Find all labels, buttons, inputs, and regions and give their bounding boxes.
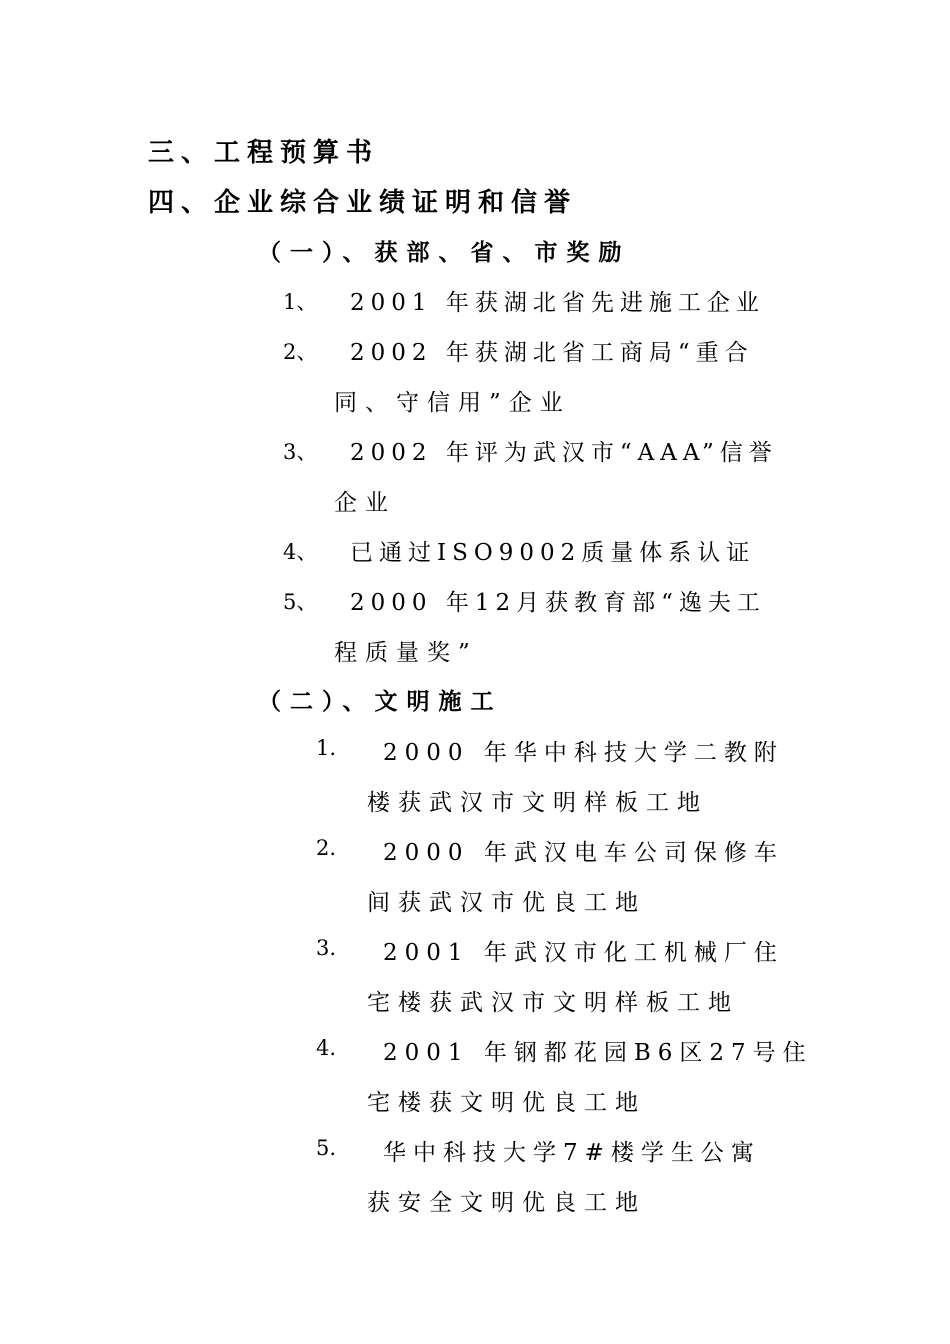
list-item-continuation: 宅楼获文明优良工地 bbox=[367, 1090, 646, 1116]
list-item-number: 2、 bbox=[283, 340, 318, 364]
list-item-number: 1、 bbox=[283, 290, 318, 314]
list-item-text: 2001 年武汉市化工机械厂住 bbox=[383, 940, 784, 966]
list-item-text: 2000 年武汉电车公司保修车 bbox=[383, 840, 784, 866]
list-item-text: 2001 年钢都花园B6区27号住 bbox=[383, 1040, 813, 1066]
list-item-continuation: 宅楼获武汉市文明样板工地 bbox=[367, 990, 739, 1016]
list-item-number: 3、 bbox=[283, 440, 318, 464]
list-item-number: 4. bbox=[316, 1036, 337, 1060]
list-item-number: 4、 bbox=[283, 540, 318, 564]
subsection-heading-civilized: （二）、文明施工 bbox=[258, 689, 503, 715]
list-item-number: 5. bbox=[316, 1136, 337, 1160]
list-item-text: 2002 年评为武汉市“AAA”信誉 bbox=[350, 440, 778, 466]
list-item-continuation: 获安全文明优良工地 bbox=[367, 1190, 646, 1216]
list-item-number: 2. bbox=[316, 836, 337, 860]
section-heading-budget: 三、工程预算书 bbox=[148, 138, 380, 168]
section-heading-performance: 四、企业综合业绩证明和信誉 bbox=[148, 188, 578, 218]
list-item-number: 5、 bbox=[283, 590, 318, 614]
list-item-text: 2002 年获湖北省工商局“重合 bbox=[350, 340, 754, 366]
list-item-text: 2000 年华中科技大学二教附 bbox=[383, 740, 784, 766]
list-item-number: 1. bbox=[316, 736, 337, 760]
list-item-continuation: 同、守信用”企业 bbox=[334, 390, 571, 416]
list-item-continuation: 企业 bbox=[334, 490, 396, 516]
list-item-number: 3. bbox=[316, 936, 337, 960]
subsection-heading-awards: （一）、获部、省、市奖励 bbox=[258, 240, 631, 266]
list-item-continuation: 楼获武汉市文明样板工地 bbox=[367, 790, 708, 816]
list-item-text: 2001 年获湖北省先进施工企业 bbox=[350, 290, 765, 316]
list-item-text: 华中科技大学7#楼学生公寓 bbox=[383, 1140, 761, 1166]
list-item-text: 2000 年12月获教育部“逸夫工 bbox=[350, 590, 766, 616]
list-item-continuation: 间获武汉市优良工地 bbox=[367, 890, 646, 916]
list-item-text: 已通过ISO9002质量体系认证 bbox=[350, 540, 756, 566]
list-item-continuation: 程质量奖” bbox=[334, 640, 478, 666]
